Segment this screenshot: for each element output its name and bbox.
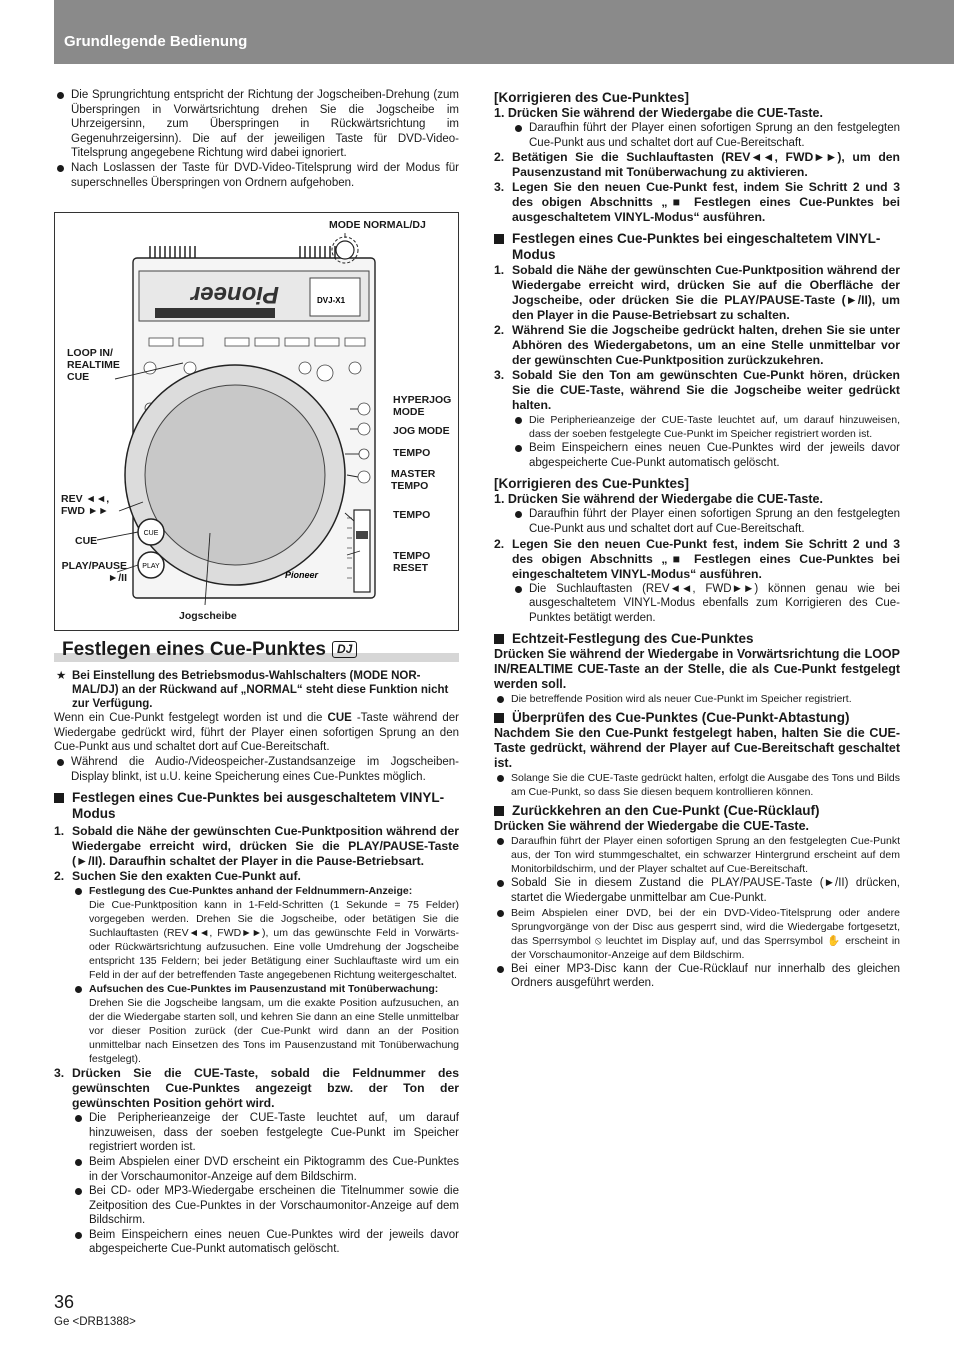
- square-icon: [494, 806, 504, 816]
- page-number: 36: [54, 1292, 75, 1312]
- subhead-return: [494, 803, 900, 819]
- doc-code: Ge <DRB1388>: [54, 1316, 136, 1328]
- step-num: 2.: [54, 869, 65, 884]
- para1-cue: CUE: [327, 712, 352, 725]
- square-icon: [494, 713, 504, 723]
- korrigieren-title-2: [Korrigieren des Cue-Punktes]: [494, 476, 690, 492]
- step-off-3-bullet-1: Die Peripherieanzeige der CUE-Taste leuchtet auf, um darauf hinzuweisen, dass der soeben festgelegte Cue-Punkt im Speicher registriert worden ist.: [72, 1111, 459, 1155]
- step-num: 2.: [494, 323, 505, 338]
- step-text: Suchen Sie den exakten Cue-Punkt auf.: [72, 869, 301, 884]
- main-title-block: [54, 639, 459, 665]
- subhead-vinyl-off: [54, 790, 459, 822]
- device-figure: [54, 212, 459, 631]
- step-text: Sobald die Nähe der gewünschten Cue-Punktposition während der Wiedergabe erreicht wird, drücken Sie auf die Oberfläche der Jogscheibe, oder drücken Sie die PLAY/PAUSE-Taste (►/II), um den Player in die Pause-Betriebsart zu schalten.: [512, 263, 900, 323]
- step-off-3: [54, 1066, 459, 1111]
- label-cue: CUE: [75, 535, 98, 548]
- step-off-2: [54, 869, 459, 884]
- return-bullet-1: Daraufhin führt der Player einen sofortigen Sprung an den festgelegten Cue-Punkt aus, der Ton wird stummgeschaltet, ein schwarzer Hintergrund erscheint auf dem Monitorbildschirm, und der Player schaltet auf Cue-Bereitschaft.: [494, 834, 900, 876]
- square-icon: [494, 234, 504, 244]
- korr1-step-1: 1. Drücken Sie während der Wiedergabe die CUE-Taste.: [494, 106, 823, 120]
- intro-bullet-2: Nach Loslassen der Taste für DVD-Video-Titelsprung wird der Modus für superschnelles Überspringen von Ordnern aufgehoben.: [54, 161, 459, 190]
- korr2-step-2-bullet: Die Suchlauftasten (REV◄◄, FWD►►) können genau wie bei ausgeschaltetem VINYL-Modus ebenfalls zum Korrigieren des Cue-Punktes betätigt werden.: [512, 582, 900, 626]
- intro-bullet-1: Die Sprungrichtung entspricht der Richtung der Jogscheiben-Drehung (zum Überspringen in Vorwärtsrichtung drehen Sie die Jogscheibe im Uhrzeigersinn, zum Überspringen in Rückwärtsrichtung im Gegenuhrzeigersinn). Die auf der jeweiligen Taste für DVD-Video-Titelsprung angegebene Richtung wird dabei ignoriert.: [54, 88, 459, 161]
- step-off-2-bullet-1: [72, 884, 459, 982]
- right-column: [494, 90, 900, 991]
- return-bullet-3: Beim Abspielen einer DVD, bei der ein DVD-Video-Titelsprung oder andere Sprungvorgänge von der Disc aus gesperrt sind, wird die Wiedergabe fortgesetzt, das Sperrsymbol ⦸ leuchtet im Display auf, und das Sperrsymbol ✋ erscheint in der Vorschaumonitor-Anzeige auf dem Bildschirm.: [494, 906, 900, 962]
- step-on-1: [494, 263, 900, 323]
- device-model: DVJ-X1: [317, 296, 346, 306]
- korr2-step-2: [494, 537, 900, 582]
- subhead-vinyl-on-text: Festlegen eines Cue-Punktes bei eingeschaltetem VINYL-Modus: [512, 231, 881, 263]
- step-num: 2.: [494, 536, 505, 551]
- intro-paragraph: [54, 711, 459, 755]
- label-tempo-reset: TEMPO RESET: [393, 550, 431, 575]
- header-bar: [54, 0, 954, 64]
- step-off-3-bullet-4: Beim Einspeichern eines neuen Cue-Punktes wird der jeweils davor abgespeicherte Cue-Punkt automatisch gelöscht.: [72, 1228, 459, 1257]
- subhead-vinyl-on: [494, 231, 900, 263]
- step-num: 1.: [494, 263, 505, 278]
- return-text: Drücken Sie während der Wiedergabe die CUE-Taste.: [494, 819, 810, 834]
- korr1-step-1-bullet: Daraufhin führt der Player einen sofortigen Sprung an den festgelegten Cue-Punkt aus und schaltet dort auf Cue-Bereitschaft.: [512, 121, 900, 150]
- label-play-pause: PLAY/PAUSE ►/II: [61, 560, 127, 585]
- label-tempo-2: TEMPO: [393, 509, 431, 522]
- step-text: Legen Sie den neuen Cue-Punkt fest, indem Sie Schritt 2 und 3 des obigen Abschnitts „■ Festlegen eines Cue-Punktes bei eingeschaltetem VINYL-Modus“ ausführen.: [512, 536, 900, 581]
- check-bullet: Solange Sie die CUE-Taste gedrückt halten, erfolgt die Ausgabe des Tons und Bilds am Cue-Punkt, so dass Sie diesen bequem kontrollieren können.: [494, 771, 900, 799]
- label-jog-mode: JOG MODE: [393, 425, 450, 438]
- return-bullet-2: Sobald Sie in diesem Zustand die PLAY/PAUSE-Taste (►/II) drücken, startet die Wiedergabe unmittelbar am Cue-Punkt.: [494, 876, 900, 905]
- star-note: [54, 669, 459, 711]
- subhead-vinyl-off-text: Festlegen eines Cue-Punktes bei ausgeschaltetem VINYL-Modus: [72, 790, 445, 822]
- page-title-text: Festlegen eines Cue-Punktes: [62, 639, 326, 661]
- page-title: [62, 639, 357, 661]
- step-off-2-bullet-2: [72, 982, 459, 1066]
- korr2-step-1-bullet: Daraufhin führt der Player einen sofortigen Sprung an den festgelegten Cue-Punkt aus und schaltet dort auf Cue-Bereitschaft.: [512, 507, 900, 536]
- device-brand-bottom: Pioneer: [285, 570, 319, 581]
- device-play-text: PLAY: [142, 563, 160, 571]
- step-on-3: [494, 368, 900, 413]
- step-on-3-bullet-2: Beim Einspeichern eines neuen Cue-Punktes wird der jeweils davor abgespeicherte Cue-Punkt automatisch gelöscht.: [512, 441, 900, 470]
- section-title: Grundlegende Bedienung: [64, 33, 248, 50]
- echtzeit-text: Drücken Sie während der Wiedergabe in Vorwärtsrichtung die LOOP IN/REALTIME CUE-Taste an der Stelle, die als Cue-Punkt festgelegt werden soll.: [494, 647, 900, 692]
- korr1-step-2: [494, 150, 900, 180]
- step-text: Betätigen Sie die Suchlauftasten (REV◄◄, FWD►►), um den Pausenzustand mit Tonüberwachung zu aktivieren.: [512, 150, 900, 180]
- label-hyperjog: HYPERJOG MODE: [393, 394, 452, 419]
- step-on-2: [494, 323, 900, 368]
- echtzeit-bullet: Die betreffende Position wird als neuer Cue-Punkt im Speicher registriert.: [494, 692, 900, 706]
- return-bullet-4: Bei einer MP3-Disc kann der Cue-Rücklauf nur innerhalb des gleichen Ordners ausgeführt werden.: [494, 962, 900, 991]
- check-text: Nachdem Sie den Cue-Punkt festgelegt haben, halten Sie die CUE-Taste gedrückt, während der Player auf Cue-Bereitschaft geschaltet ist.: [494, 726, 900, 771]
- step-off-1: [54, 824, 459, 869]
- label-jogscheibe: Jogscheibe: [179, 610, 237, 623]
- bullet-head: Aufsuchen des Cue-Punktes im Pausenzustand mit Tonüberwachung:: [89, 983, 439, 996]
- label-loop-in: LOOP IN/ REALTIME CUE: [67, 347, 120, 384]
- device-cue-text: CUE: [143, 530, 159, 538]
- korrigieren-title-1: [Korrigieren des Cue-Punktes]: [494, 90, 690, 105]
- step-text: Sobald Sie den Ton am gewünschten Cue-Punkt hören, drücken Sie die CUE-Taste, während Sie die Jogscheibe weiter gedrückt halten.: [512, 368, 900, 413]
- step-num: 1.: [54, 824, 65, 839]
- korr2-step-1: 1. Drücken Sie während der Wiedergabe die CUE-Taste.: [494, 492, 823, 507]
- step-text: Legen Sie den neuen Cue-Punkt fest, indem Sie Schritt 2 und 3 des obigen Abschnitts „■ Festlegen eines Cue-Punktes bei ausgeschaltetem VINYL-Modus“ ausführen.: [512, 180, 900, 225]
- bullet-body: Die Cue-Punktposition kann in 1-Feld-Schritten (1 Sekunde = 75 Felder) vorgegeben werden. Drehen Sie die Jogscheibe, oder betätigen Sie die Suchlauftasten (REV◄◄, FWD►►), um das gewünschte Feld in Vorwärts- oder Rückwärtsrichtung aufzusuchen. Eine volle Umdrehung der Jogscheibe entspricht 135 Feldern; bei jeder Betätigung einer Suchlauftaste wird um ein Feld in der auf der betreffenden Taste angegebenen Richtung weitergeschaltet.: [89, 899, 459, 982]
- step-off-3-bullet-3: Bei CD- oder MP3-Wiedergabe erscheinen die Titelnummer sowie die Zeitposition des Cue-Punktes in der Vorschaumonitor-Anzeige auf dem Bildschirm.: [72, 1184, 459, 1228]
- step-text: Sobald die Nähe der gewünschten Cue-Punktposition während der Wiedergabe erreicht wird, drücken Sie die PLAY/PAUSE-Taste (►/II). Daraufhin schaltet der Player in die Pause-Betriebsart.: [72, 824, 459, 869]
- subhead-return-text: Zurückkehren an den Cue-Punkt (Cue-Rücklauf): [512, 803, 820, 819]
- bullet-av-memory: Während die Audio-/Videospeicher-Zustandsanzeige im Jogscheiben-Display blinkt, ist u.U. keine Speicherung eines Cue-Punktes möglich.: [54, 755, 459, 784]
- para1-b: -Taste während der Wiedergabe gedrückt wird, führt der Player einen sofortigen Sprung an den Cue-Punkt aus und schaltet dort auf Cue-Bereitschaft.: [54, 712, 459, 754]
- label-tempo-1: TEMPO: [393, 447, 431, 460]
- dj-badge: DJ: [332, 641, 357, 658]
- subhead-echtzeit: [494, 631, 900, 647]
- step-num: 3.: [54, 1066, 65, 1081]
- para1-a: Wenn ein Cue-Punkt festgelegt worden ist und die: [54, 712, 323, 725]
- star-icon: ★: [56, 670, 67, 683]
- label-rev-fwd: REV ◄◄, FWD ►►: [61, 493, 110, 518]
- square-icon: [494, 634, 504, 644]
- label-master-tempo: MASTER TEMPO: [391, 468, 436, 493]
- step-text: Drücken Sie die CUE-Taste, sobald die Feldnummer des gewünschten Cue-Punktes angezeigt bzw. der Ton der gewünschten Position gehört wird.: [72, 1066, 459, 1111]
- step-on-3-bullet-1: Die Peripherieanzeige der CUE-Taste leuchtet auf, um darauf hinzuweisen, dass der soeben festgelegte Cue-Punkt im Speicher registriert worden ist.: [512, 413, 900, 441]
- subhead-check-text: Überprüfen des Cue-Punktes (Cue-Punkt-Abtastung): [512, 710, 850, 726]
- subhead-echtzeit-text: Echtzeit-Festlegung des Cue-Punktes: [512, 631, 754, 647]
- step-text: Während Sie die Jogscheibe gedrückt halten, drehen Sie sie unter Abhören des Wiedergabetons, um an eine Stelle unmittelbar vor der gewünschten Cue-Punktposition zurückzukehren.: [512, 323, 900, 368]
- subhead-check: [494, 710, 900, 726]
- korr1-step-3: [494, 180, 900, 225]
- star-note-text: Bei Einstellung des Betriebsmodus-Wahlschalters (MODE NOR-MAL/DJ) an der Rückwand auf „NORMAL“ steht diese Funktion nicht zur Verfügung.: [72, 670, 449, 711]
- step-num: 3.: [494, 180, 505, 195]
- step-num: 3.: [494, 368, 505, 383]
- step-num: 2.: [494, 150, 505, 165]
- step-off-3-bullet-2: Beim Abspielen einer DVD erscheint ein Piktogramm des Cue-Punktes in der Vorschaumonitor-Anzeige auf dem Bildschirm.: [72, 1155, 459, 1184]
- bullet-body: Drehen Sie die Jogscheibe langsam, um die exakte Position aufzusuchen, an der die Wiedergabe starten soll, und kehren Sie dann an eine Stelle unmittelbar vor dieser Position zurück (der Cue-Punkt wird dann an der Position unmittelbar nach Einsetzen des Tons im Pausenzustand mit Tonüberwachung festgelegt).: [89, 997, 459, 1066]
- label-mode: MODE NORMAL/DJ: [329, 219, 426, 232]
- left-column: [54, 88, 459, 1257]
- device-brand-top: Pioneer: [190, 281, 280, 309]
- square-icon: [54, 793, 64, 803]
- bullet-head: Festlegung des Cue-Punktes anhand der Feldnummern-Anzeige:: [89, 885, 413, 898]
